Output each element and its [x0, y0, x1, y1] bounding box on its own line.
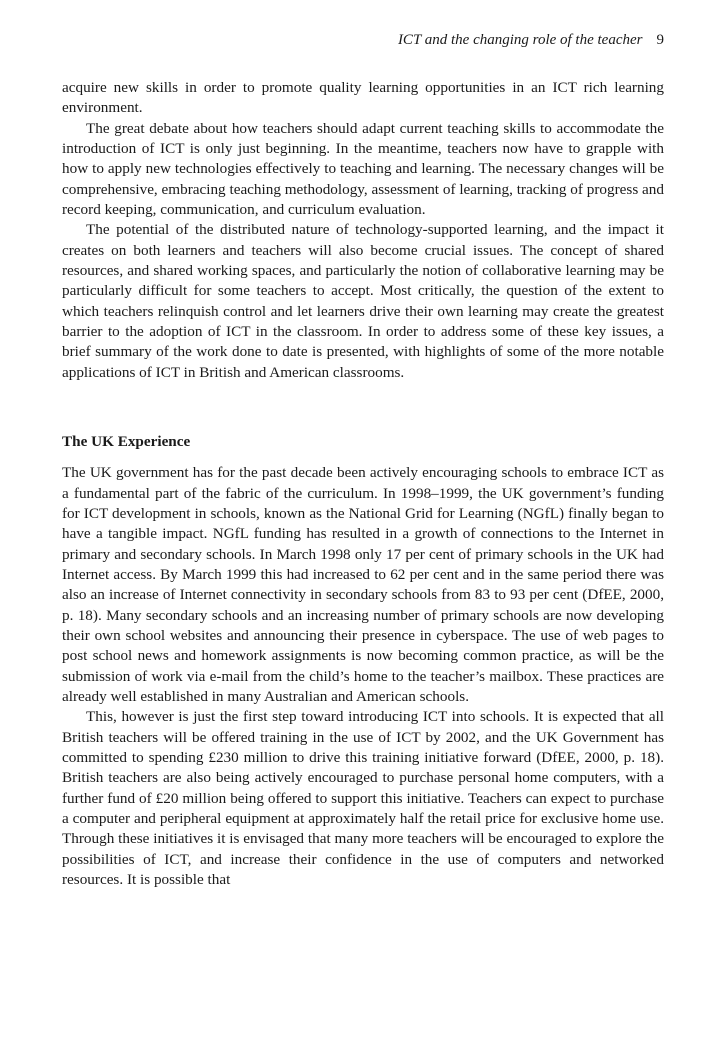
section-heading: The UK Experience — [62, 433, 191, 451]
paragraph-distributed-learning: The potential of the distributed nature of technology-supported learning, and the impact it creates on both learners and teachers will also become crucial issues. The concept of shared resources, and shared working spaces, and particularly the notion of collaborative learning may be particularly difficult for some teachers to accept. Most critically, the question of the extent to which teachers relinquish control and let learners drive their own learning may create the greatest barrier to the adoption of ICT in the classroom. In order to address some of these key issues, a brief summary of the work done to date is presented, with highlights of some of the more notable applications of ICT in British and American classrooms. — [62, 221, 664, 381]
page-number: 9 — [656, 32, 664, 48]
intro-text — [62, 78, 664, 383]
paragraph-first-step: This, however is just the first step toward introducing ICT into schools. It is expected that all British teachers will be offered training in the use of ICT by 2002, and the UK Government has committed to spending £230 million to drive this training initiative forward (DfEE, 2000, p. 18). British teachers are also being actively encouraged to purchase personal home computers, with a further fund of £20 million being offered to support this initiative. Teachers can expect to purchase a computer and peripheral equipment at approximately half the retail price for exclusive home use. Through these initiatives it is envisaged that many more teachers will be encouraged to explore the possibilities of ICT, and increase their confidence in the use of computers and networked resources. It is possible that — [62, 708, 664, 889]
continued-paragraph: acquire new skills in order to promote quality learning opportunities in an ICT rich learning environment. — [62, 79, 664, 117]
paragraph-great-debate: The great debate about how teachers should adapt current teaching skills to accommodate the introduction of ICT is only just beginning. In the meantime, teachers now have to grapple with how to apply new technologies effectively to teaching and learning. The necessary changes will be comprehensive, embracing teaching methodology, assessment of learning, tracking of progress and record keeping, communication, and curriculum evaluation. — [62, 119, 664, 219]
paragraph-uk-government: The UK government has for the past decade been actively encouraging schools to embrace ICT as a fundamental part of the fabric of the curriculum. In 1998–1999, the UK government’s funding for ICT development in schools, known as the National Grid for Learning (NGfL) finally began to have a tangible impact. NGfL funding has resulted in a growth of connections to the Internet in primary and secondary schools. In March 1998 only 17 per cent of primary schools in the UK had Internet access. By March 1999 this had increased to 62 per cent and in the same period there was also an increase of Internet connectivity in secondary schools from 83 to 93 per cent (DfEE, 2000, p. 18). Many secondary schools and an increasing number of primary schools are now developing their own school websites and announcing their presence in cyberspace. The use of web pages to post school news and homework assignments is now becoming common practice, as will be the submission of work via e-mail from the child’s home to the teacher’s mailbox. These practices are already well established in many Australian and American schools. — [62, 464, 664, 705]
running-head — [62, 30, 664, 50]
book-page — [62, 30, 664, 890]
running-head-title: ICT and the changing role of the teacher — [397, 32, 643, 48]
section-text — [62, 463, 664, 890]
